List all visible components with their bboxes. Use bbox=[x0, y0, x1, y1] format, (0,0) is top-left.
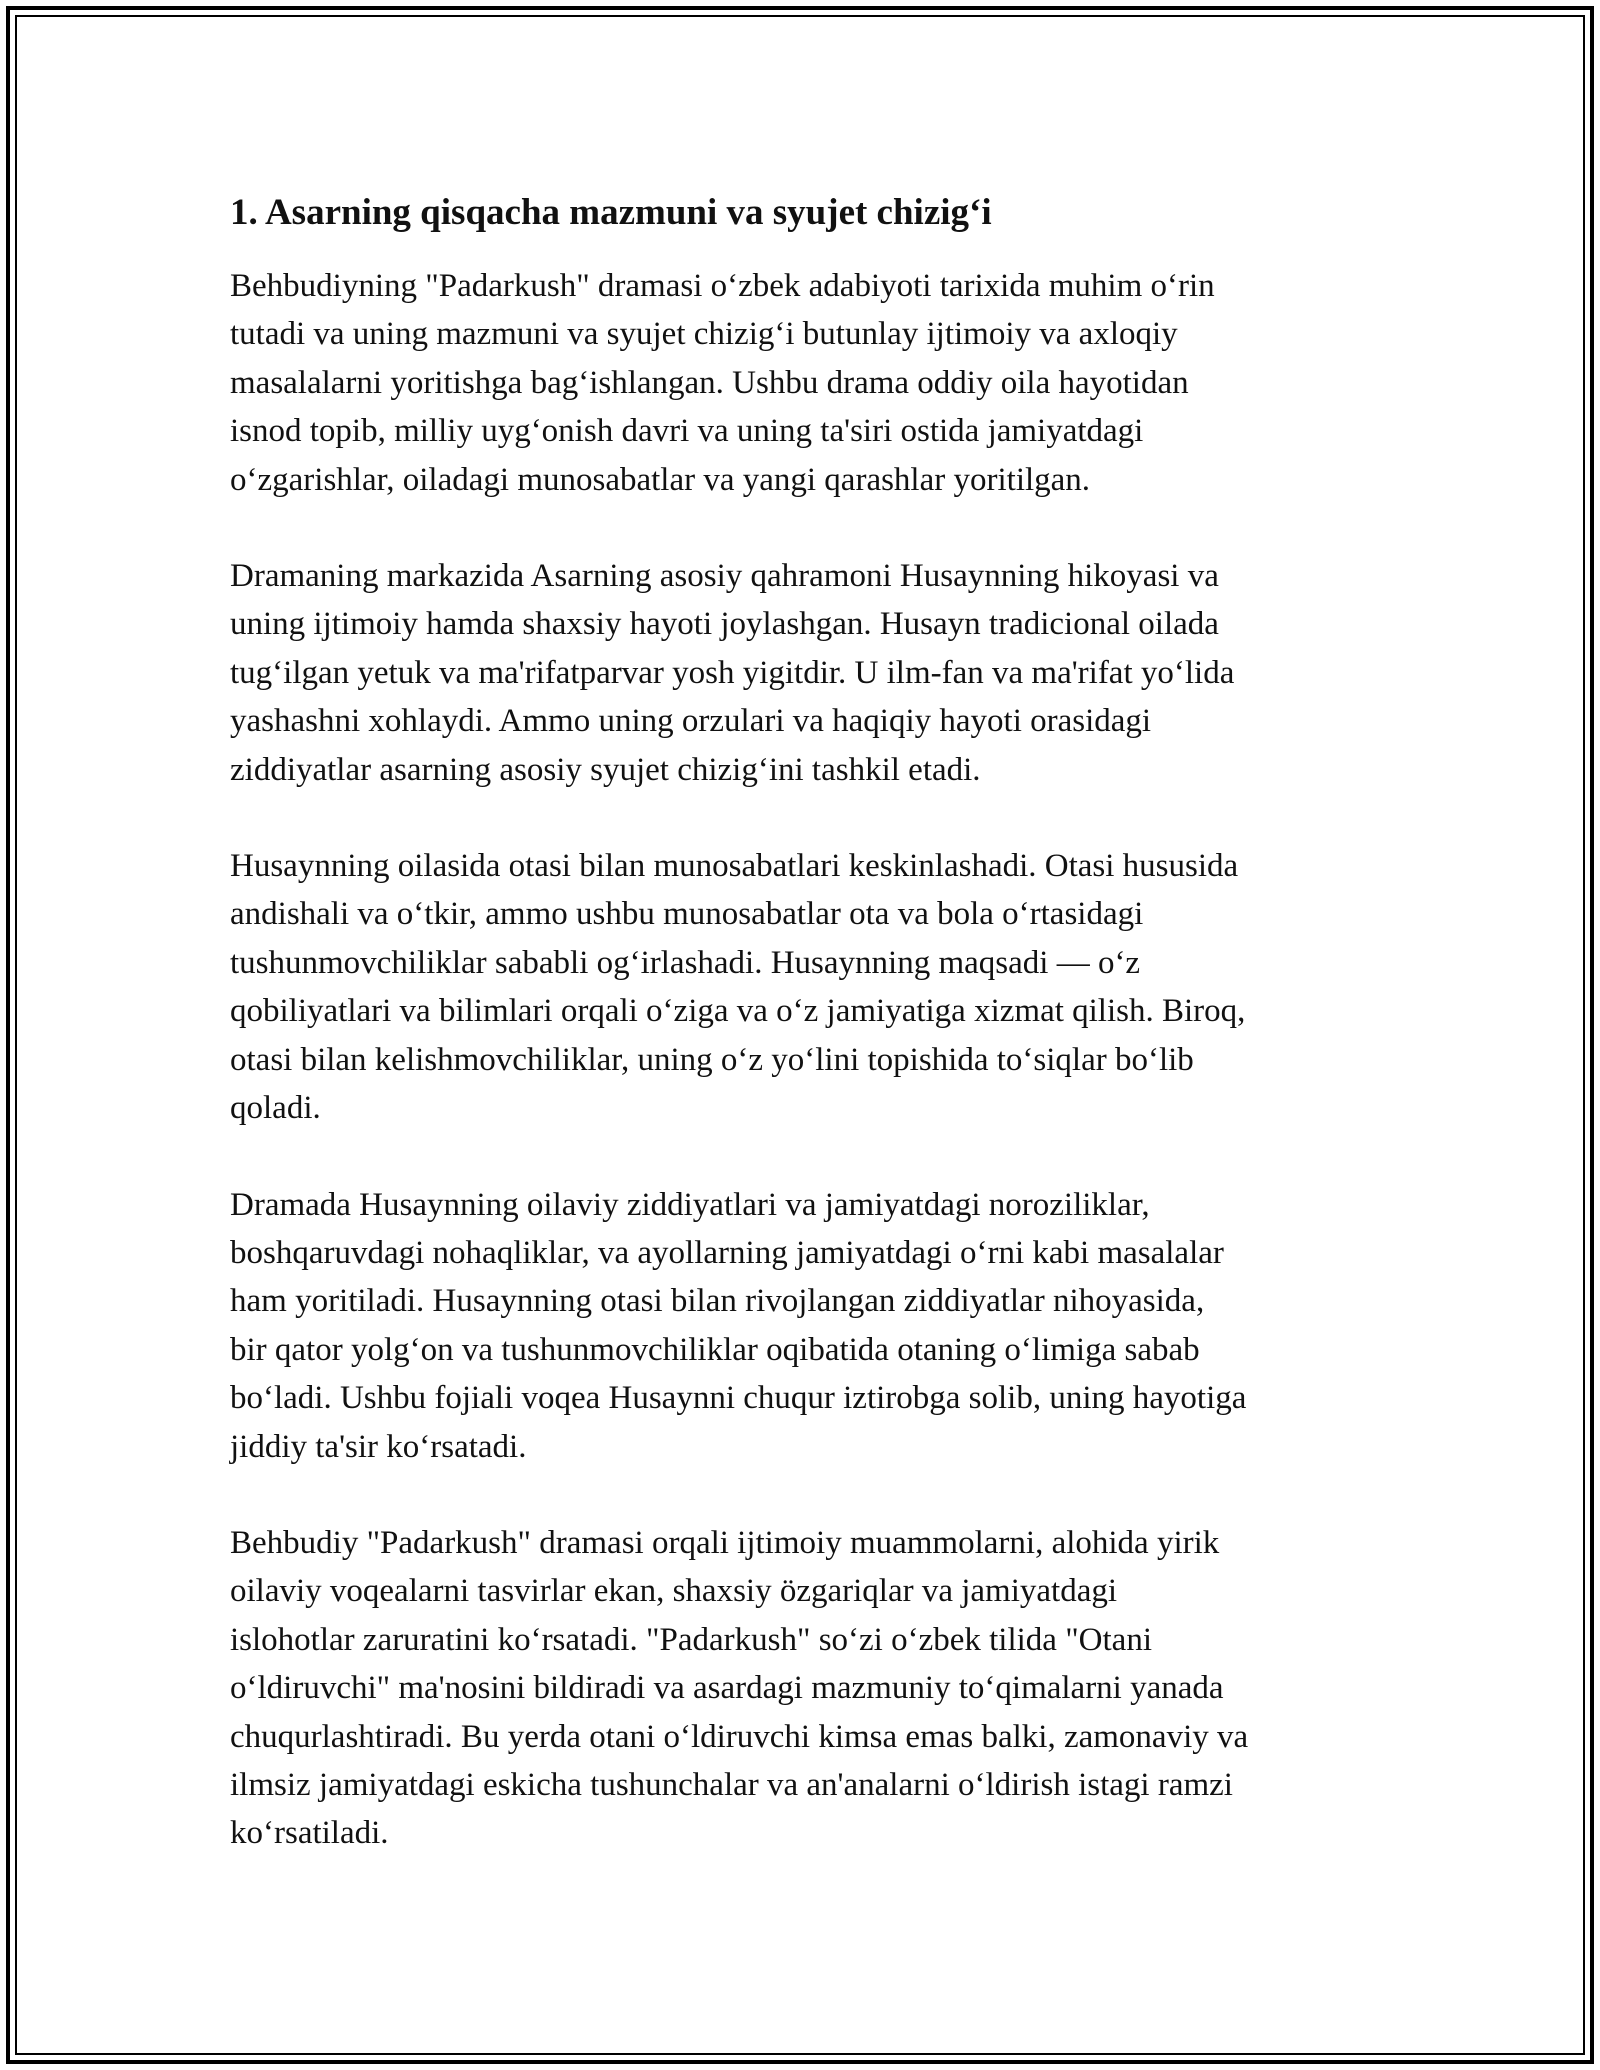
paragraph-line: tug‘ilgan yetuk va ma'rifatparvar yosh yigitdir. U ilm-fan va ma'rifat yo‘lida bbox=[230, 654, 1235, 691]
paragraph-line: qoladi. bbox=[230, 1090, 321, 1127]
paragraph-line: o‘ldiruvchi" ma'nosini bildiradi va asardagi mazmuniy to‘qimalarni yanada bbox=[230, 1670, 1224, 1707]
paragraph-line: ilmsiz jamiyatdagi eskicha tushunchalar va an'analarni o‘ldirish istagi ramzi bbox=[230, 1766, 1233, 1803]
paragraph-line: o‘zgarishlar, oiladagi munosabatlar va yangi qarashlar yoritilgan. bbox=[230, 461, 1091, 498]
paragraph-line: tushunmovchiliklar sababli og‘irlashadi. Husaynning maqsadi — o‘z bbox=[230, 944, 1141, 981]
paragraph-line: ko‘rsatiladi. bbox=[230, 1815, 389, 1852]
paragraph-5 bbox=[230, 1519, 1390, 1858]
paragraph-line: Husaynning oilasida otasi bilan munosabatlari keskinlashadi. Otasi hususida bbox=[230, 848, 1239, 885]
document-body bbox=[230, 184, 1390, 1906]
paragraph-line: Dramaning markazida Asarning asosiy qahramoni Husaynning hikoyasi va bbox=[230, 558, 1219, 595]
paragraph-line: Behbudiy "Padarkush" dramasi orqali ijtimoiy muammolarni, alohida yirik bbox=[230, 1524, 1220, 1561]
paragraph-line: Dramada Husaynning oilaviy ziddiyatlari va jamiyatdagi noroziliklar, bbox=[230, 1186, 1150, 1223]
paragraph-line: masalalarni yoritishga bag‘ishlangan. Ushbu drama oddiy oila hayotidan bbox=[230, 364, 1189, 401]
paragraph-line: bir qator yolg‘on va tushunmovchiliklar oqibatida otaning o‘limiga sabab bbox=[230, 1331, 1200, 1368]
paragraph-line: chuqurlashtiradi. Bu yerda otani o‘ldiruvchi kimsa emas balki, zamonaviy va bbox=[230, 1718, 1249, 1755]
paragraph-line: oilaviy voqealarni tasvirlar ekan, shaxsiy özgariqlar va jamiyatdagi bbox=[230, 1573, 1118, 1610]
paragraph-3 bbox=[230, 842, 1390, 1132]
paragraph-4 bbox=[230, 1181, 1390, 1471]
paragraph-line: boshqaruvdagi nohaqliklar, va ayollarning jamiyatdagi o‘rni kabi masalalar bbox=[230, 1234, 1224, 1271]
paragraph-line: jiddiy ta'sir ko‘rsatadi. bbox=[230, 1428, 527, 1465]
paragraph-line: qobiliyatlari va bilimlari orqali o‘ziga va o‘z jamiyatiga xizmat qilish. Biroq, bbox=[230, 993, 1246, 1030]
paragraph-line: tutadi va uning mazmuni va syujet chizig‘i butunlay ijtimoiy va axloqiy bbox=[230, 316, 1178, 353]
paragraph-1 bbox=[230, 262, 1390, 504]
paragraph-2 bbox=[230, 552, 1390, 794]
paragraph-line: islohotlar zaruratini ko‘rsatadi. "Padarkush" so‘zi o‘zbek tilida "Otani bbox=[230, 1621, 1152, 1658]
paragraph-line: andishali va o‘tkir, ammo ushbu munosabatlar ota va bola o‘rtasidagi bbox=[230, 896, 1144, 933]
paragraph-line: uning ijtimoiy hamda shaxsiy hayoti joylashgan. Husayn tradicional oilada bbox=[230, 606, 1219, 643]
paragraph-line: ham yoritiladi. Husaynning otasi bilan rivojlangan ziddiyatlar nihoyasida, bbox=[230, 1283, 1205, 1320]
paragraph-line: Behbudiyning "Padarkush" dramasi o‘zbek adabiyoti tarixida muhim o‘rin bbox=[230, 268, 1215, 304]
paragraph-line: otasi bilan kelishmovchiliklar, uning o‘z yo‘lini topishida to‘siqlar bo‘lib bbox=[230, 1041, 1194, 1078]
paragraph-line: yashashni xohlaydi. Ammo uning orzulari va haqiqiy hayoti orasidagi bbox=[230, 703, 1152, 740]
paragraph-list bbox=[230, 262, 1390, 1858]
section-heading: 1. Asarning qisqacha mazmuni va syujet chizig‘i bbox=[230, 192, 992, 233]
paragraph-line: ziddiyatlar asarning asosiy syujet chizig‘ini tashkil etadi. bbox=[230, 751, 981, 788]
paragraph-line: bo‘ladi. Ushbu fojiali voqea Husaynni chuqur iztirobga solib, uning hayotiga bbox=[230, 1380, 1247, 1417]
paragraph-line: isnod topib, milliy uyg‘onish davri va uning ta'siri ostida jamiyatdagi bbox=[230, 413, 1144, 450]
